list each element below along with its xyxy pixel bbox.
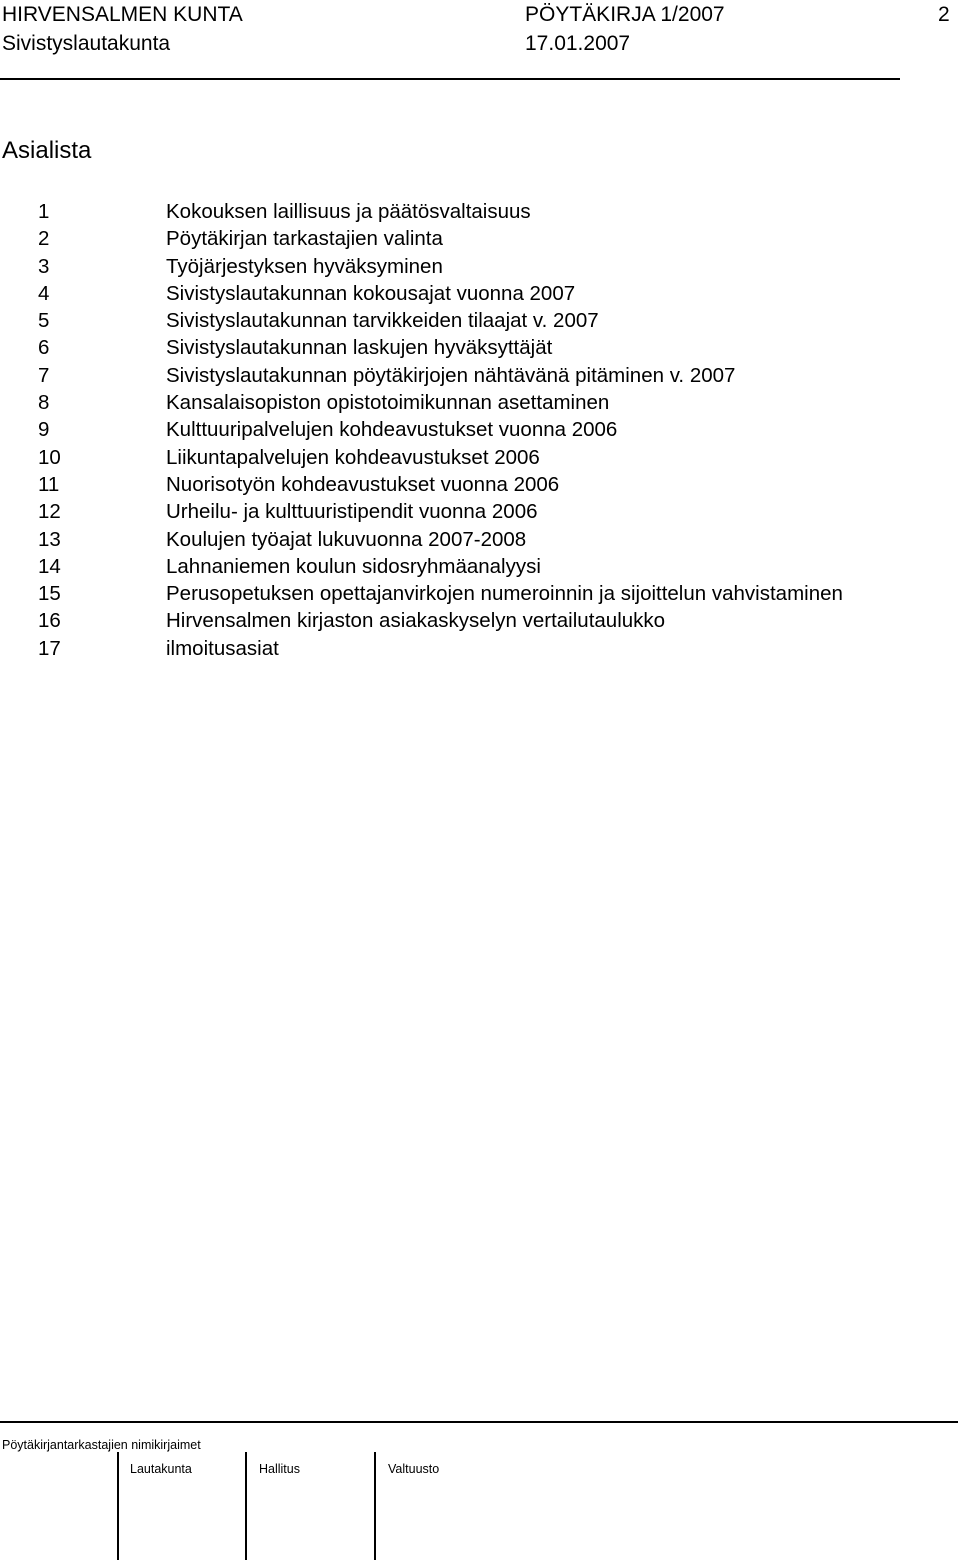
agenda-item-number: 12 bbox=[38, 500, 61, 524]
signature-col-hallitus: Hallitus bbox=[259, 1462, 300, 1476]
agenda-item-number: 5 bbox=[38, 309, 50, 333]
agenda-item-number: 11 bbox=[38, 472, 60, 496]
agenda-item-text: Nuorisotyön kohdeavustukset vuonna 2006 bbox=[166, 472, 560, 496]
agenda-item-text: Kansalaisopiston opistotoimikunnan asettaminen bbox=[166, 391, 610, 415]
signature-divider-1 bbox=[117, 1452, 119, 1560]
agenda-item-text: ilmoitusasiat bbox=[166, 636, 279, 660]
agenda-item-number: 16 bbox=[38, 609, 61, 633]
agenda-item-text: Lahnaniemen koulun sidosryhmäanalyysi bbox=[166, 554, 541, 578]
agenda-item-text: Sivistyslautakunnan pöytäkirjojen nähtävänä pitäminen v. 2007 bbox=[166, 363, 736, 387]
signature-col-valtuusto: Valtuusto bbox=[388, 1462, 440, 1476]
agenda-item-text: Urheilu- ja kulttuuristipendit vuonna 2006 bbox=[166, 500, 538, 524]
agenda-item-number: 2 bbox=[38, 227, 50, 251]
agenda-item-text: Kokouksen laillisuus ja päätösvaltaisuus bbox=[166, 200, 531, 223]
agenda-item-text: Sivistyslautakunnan kokousajat vuonna 2007 bbox=[166, 281, 576, 305]
footer-divider bbox=[0, 1421, 958, 1423]
signature-divider-2 bbox=[245, 1452, 247, 1560]
signature-col-lautakunta: Lautakunta bbox=[130, 1462, 192, 1476]
agenda-item-number: 15 bbox=[38, 582, 61, 606]
agenda-item-text: Kulttuuripalvelujen kohdeavustukset vuonna 2006 bbox=[166, 418, 618, 442]
agenda-item-text: Liikuntapalvelujen kohdeavustukset 2006 bbox=[166, 445, 540, 469]
agenda-item-text: Sivistyslautakunnan tarvikkeiden tilaajat v. 2007 bbox=[166, 309, 599, 333]
page-number: 2 bbox=[938, 3, 950, 26]
agenda-item-number: 7 bbox=[38, 363, 50, 387]
agenda-item-text: Pöytäkirjan tarkastajien valinta bbox=[166, 227, 443, 251]
agenda-item-text: Hirvensalmen kirjaston asiakaskyselyn vertailutaulukko bbox=[166, 609, 666, 633]
agenda-item-number: 1 bbox=[38, 200, 50, 223]
agenda-item-text: Sivistyslautakunnan laskujen hyväksyttäjät bbox=[166, 336, 553, 360]
municipality-name: HIRVENSALMEN KUNTA bbox=[2, 3, 243, 26]
agenda-item-number: 13 bbox=[38, 527, 61, 551]
agenda-item-text: Perusopetuksen opettajanvirkojen numeroinnin ja sijoittelun vahvistaminen bbox=[166, 582, 843, 606]
signature-divider-3 bbox=[374, 1452, 376, 1560]
agenda-title: Asialista bbox=[2, 137, 92, 164]
header-divider bbox=[0, 78, 900, 80]
agenda-item-number: 4 bbox=[38, 281, 50, 305]
agenda-item-number: 6 bbox=[38, 336, 50, 360]
agenda-item-text: Työjärjestyksen hyväksyminen bbox=[166, 254, 443, 278]
agenda-item-number: 10 bbox=[38, 445, 61, 469]
agenda-item-number: 14 bbox=[38, 554, 61, 578]
meeting-date: 17.01.2007 bbox=[525, 32, 631, 55]
agenda-item-text: Koulujen työajat lukuvuonna 2007-2008 bbox=[166, 527, 527, 551]
document-title: PÖYTÄKIRJA 1/2007 bbox=[525, 3, 725, 26]
agenda-item-number: 8 bbox=[38, 391, 50, 415]
committee-name: Sivistyslautakunta bbox=[2, 32, 171, 55]
agenda-item-number: 3 bbox=[38, 254, 50, 278]
agenda-item-number: 9 bbox=[38, 418, 50, 442]
agenda-item-number: 17 bbox=[38, 636, 61, 660]
signatures-label: Pöytäkirjantarkastajien nimikirjaimet bbox=[2, 1438, 201, 1452]
